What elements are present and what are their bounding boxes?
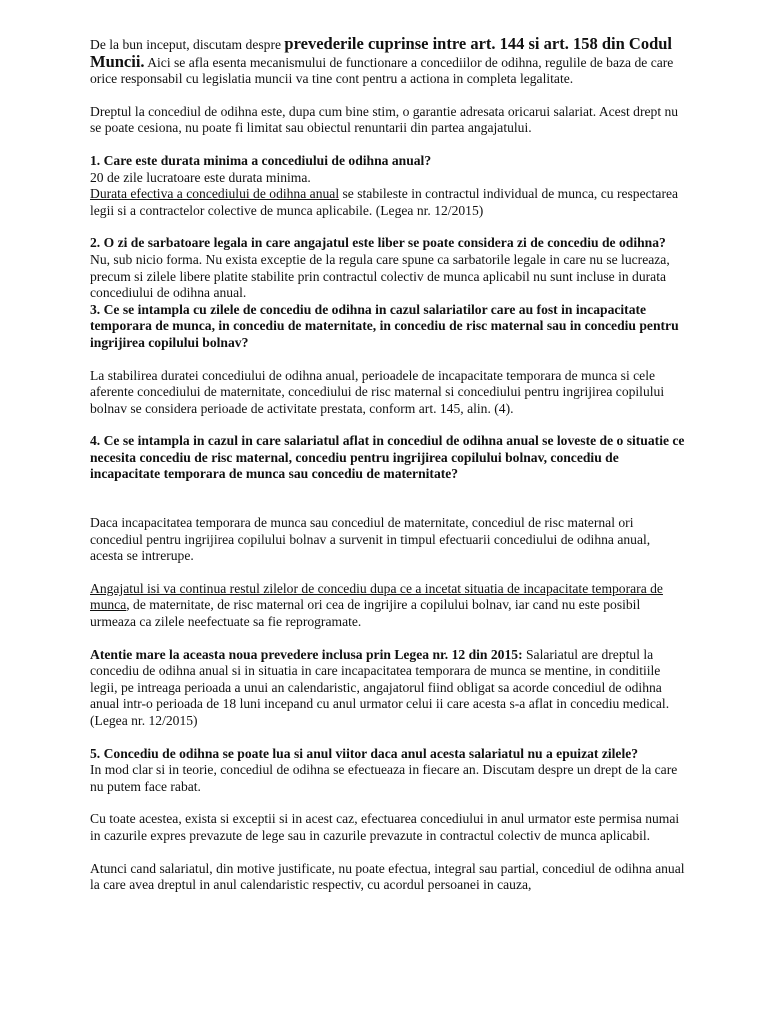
q5-answer1: In mod clar si in teorie, concediul de odihna se efectueaza in fiecare an. Discutam despre un drept de la care nu putem face rabat. xyxy=(90,762,678,794)
attention-paragraph xyxy=(90,647,686,730)
intro-paragraph xyxy=(90,36,686,88)
q4-question: 4. Ce se intampla in cazul in care salariatul aflat in concediul de odihna anual se loveste de o situatie ce necesita concediu de risc maternal, concediu pentru ingrijirea copilului bolnav, concediu de incapacitate temporara de munca sau concediu de maternitate? xyxy=(90,433,685,482)
q5-answer3: Atunci cand salariatul, din motive justificate, nu poate efectua, integral sau partial, concediul de odihna anual la care avea dreptul in anul calendaristic respectiv, cu acordul persoanei in cauza, xyxy=(90,860,685,893)
q2-question: 2. O zi de sarbatoare legala in care angajatul este liber se poate considera zi de concediu de odihna? xyxy=(90,235,666,251)
intro-lead: De la bun inceput, discutam despre xyxy=(90,37,285,52)
q3-question: 3. Ce se intampla cu zilele de concediu de odihna in cazul salariatilor care au fost in incapacitate temporara de munca, in concediu de maternitate, in concediu de risc maternal sau in concediu pentru ingrijirea copilului bolnav? xyxy=(90,301,679,350)
q5-answer2: Cu toate acestea, exista si exceptii si in acest caz, efectuarea concediului in anul urmator este permisa numai in cazurile expres prevazute de lege sau in cazurile prevazute in contractul colectiv de munca aplicabil. xyxy=(90,811,680,843)
q2-answer: Nu, sub nicio forma. Nu exista exceptie de la regula care spune ca sarbatorile legale in care nu se lucreaza, precum si zilele libere platite stabilite prin contractul colectiv de munca aplicabil nu sunt incluse in durata concediului de odihna anual. xyxy=(90,251,670,301)
q1-underlined: Durata efectiva a concediului de odihna anual xyxy=(90,186,340,202)
q4-answer2 xyxy=(90,581,686,631)
q1-line1: 20 de zile lucratoare este durata minima. xyxy=(90,169,311,185)
q5-question: 5. Concediu de odihna se poate lua si anul viitor daca anul acesta salariatul nu a epuizat zilele? xyxy=(90,745,639,761)
attention-bold: Atentie mare la aceasta noua prevedere inclusa prin Legea nr. 12 din 2015: xyxy=(90,646,523,662)
q4-answer1: Daca incapacitatea temporara de munca sau concediul de maternitate, concediul de risc maternal ori concediul pentru ingrijirea copilului bolnav a survenit in timpul efectuarii concediului de odihna anual, acesta se intrerupe. xyxy=(90,515,651,564)
q1-answer xyxy=(90,186,686,219)
intro-bold: prevederile cuprinse intre art. 144 si art. 158 din Codul Muncii. xyxy=(90,34,673,71)
intro-rest: Aici se afla esenta mecanismului de functionare a concediilor de odihna, regulile de baza de care orice responsabil cu legislatia muncii va tine cont pentru a actiona in completa legalitate. xyxy=(90,54,674,87)
q1-rest: se stabileste in contractul individual de munca, cu respectarea legii si a contractelor colective de munca aplicabile. (Legea nr. 12/2015) xyxy=(90,186,679,218)
attention-rest: Salariatul are dreptul la concediu de odihna anual si in situatia in care incapacitatea temporara de munca se mentine, in conditiile legii, pe intreaga perioada a unui an calendaristic, angajatorul fiind obligat sa acorde concediul de odihna anual intr-o perioada de 18 luni incepand cu anul urmator celui ii care acesta s-a aflat in concediu medical. (Legea nr. 12/2015) xyxy=(90,646,670,728)
q1-question: 1. Care este durata minima a concediului de odihna anual? xyxy=(90,152,432,168)
q4-rest: , de maternitate, de risc maternal ori cea de ingrijire a copilului bolnav, iar cand nu este posibil urmeaza ca zilele neefectuate sa fie reprogramate. xyxy=(90,597,641,630)
right-paragraph: Dreptul la concediul de odihna este, dupa cum bine stim, o garantie adresata oricarui salariat. Acest drept nu se poate cesiona, nu poate fi limitat sau obiectul renuntarii din partea angajatului. xyxy=(90,103,679,136)
q4-underlined: Angajatul isi va continua restul zilelor de concediu dupa ce a incetat situatia de incapacitate temporara de munca xyxy=(90,580,663,613)
q3-answer: La stabilirea duratei concediului de odihna anual, perioadele de incapacitate temporara de munca si cele aferente concediului de maternitate, concediului de risc maternal si concediului pentru ingrijirea copilului bolnav se considera perioade de activitate prestata, conform art. 145, alin. (4). xyxy=(90,367,665,416)
